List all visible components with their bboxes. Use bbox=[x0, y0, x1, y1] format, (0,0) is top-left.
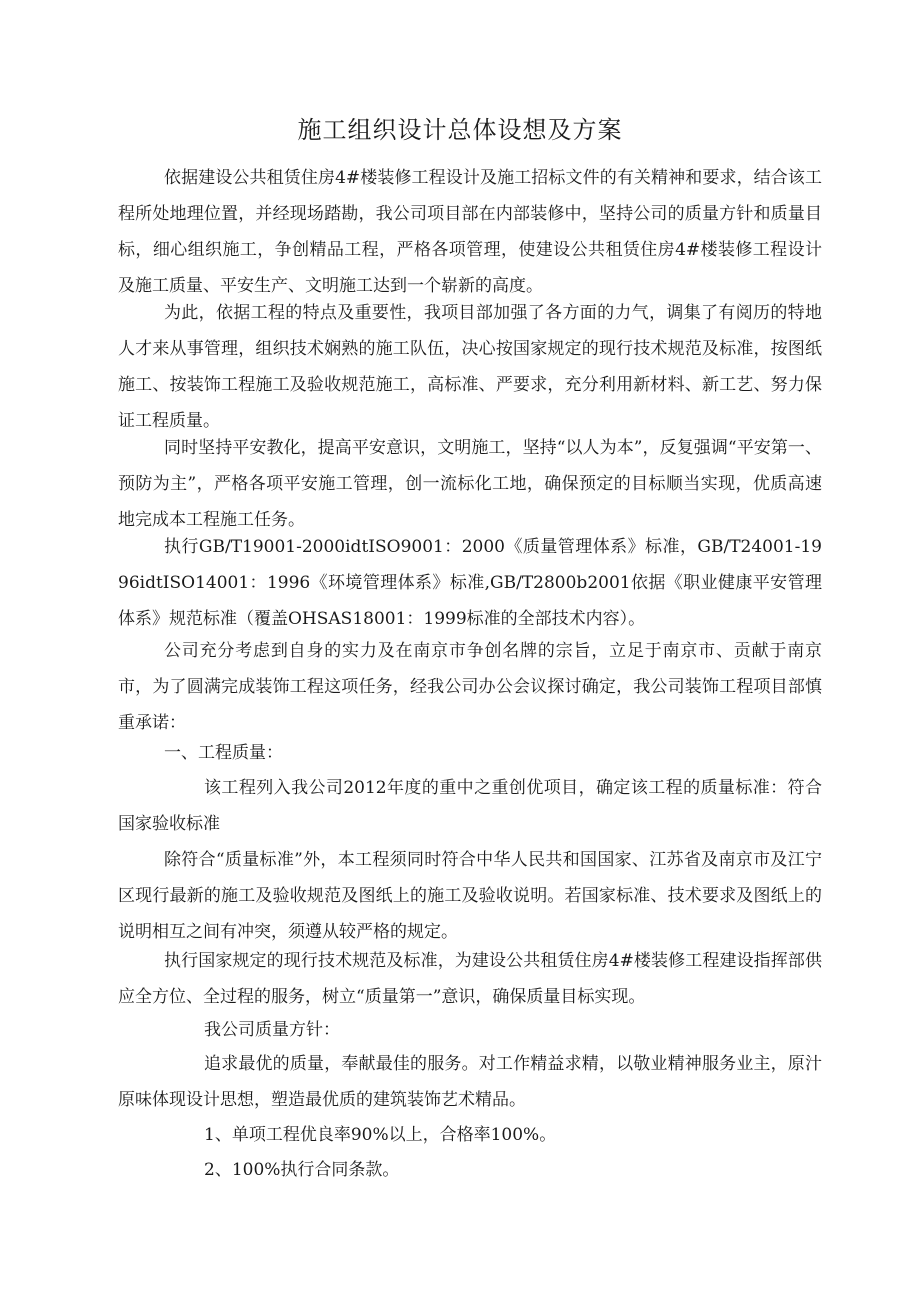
paragraph-safety: 同时坚持平安教化，提高平安意识，文明施工，坚持“以人为本”，反复强调“平安第一、预防为主”，严格各项平安施工管理，创一流标化工地，确保预定的目标顺当实现，优质高速地完成本工程施工任务。 bbox=[118, 438, 822, 530]
paragraph-intro: 依据建设公共租赁住房4#楼装修工程设计及施工招标文件的有关精神和要求，结合该工程所处地理位置，并经现场踏勘，我公司项目部在内部装修中，坚持公司的质量方针和质量目标，细心组织施工，争创精品工程，严格各项管理，使建设公共租赁住房4#楼装修工程设计及施工质量、平安生产、文明施工达到一个崭新的高度。 bbox=[118, 168, 822, 296]
list-item-contract-execution: 2、100%执行合同条款。 bbox=[204, 1160, 400, 1180]
paragraph-quality-policy: 追求最优的质量，奉献最佳的服务。对工作精益求精，以敬业精神服务业主，原汁原味体现设计思想，塑造最优质的建筑装饰艺术精品。 bbox=[118, 1054, 822, 1110]
paragraph-service: 执行国家规定的现行技术规范及标准，为建设公共租赁住房4#楼装修工程建设指挥部供应全方位、全过程的服务，树立“质量第一”意识，确保质量目标实现。 bbox=[118, 951, 822, 1007]
paragraph-compliance: 除符合“质量标准”外，本工程须同时符合中华人民共和国国家、江苏省及南京市及江宁区现行最新的施工及验收规范及图纸上的施工及验收说明。若国家标准、技术要求及图纸上的说明相互之间有冲突，须遵从较严格的规定。 bbox=[118, 850, 822, 942]
section-heading-quality: 一、工程质量： bbox=[164, 743, 283, 763]
paragraph-standards: 执行GB/T19001-2000idtISO9001：2000《质量管理体系》标准，GB/T24001-1996idtISO14001：1996《环境管理体系》标准,GB/T2800b2001依据《职业健康平安管理体系》规范标准（覆盖OHSAS18001：1999标准的全部技术内容）。 bbox=[118, 537, 822, 629]
document-title: 施工组织设计总体设想及方案 bbox=[297, 116, 623, 144]
list-item-excellence-rate: 1、单项工程优良率90%以上，合格率100%。 bbox=[204, 1125, 557, 1145]
paragraph-management: 为此，依据工程的特点及重要性，我项目部加强了各方面的力气，调集了有阅历的特地人才来从事管理，组织技术娴熟的施工队伍，决心按国家规定的现行技术规范及标准，按图纸施工、按装饰工程施工及验收规范施工，高标准、严要求，充分利用新材料、新工艺、努力保证工程质量。 bbox=[118, 303, 822, 431]
paragraph-quality-standard: 该工程列入我公司2012年度的重中之重创优项目，确定该工程的质量标准：符合国家验收标准 bbox=[118, 778, 822, 834]
paragraph-commitment: 公司充分考虑到自身的实力及在南京市争创名牌的宗旨，立足于南京市、贡献于南京市，为了圆满完成装饰工程这项任务，经我公司办公会议探讨确定，我公司装饰工程项目部慎重承诺： bbox=[118, 641, 822, 733]
paragraph-quality-policy-heading: 我公司质量方针： bbox=[204, 1020, 340, 1040]
